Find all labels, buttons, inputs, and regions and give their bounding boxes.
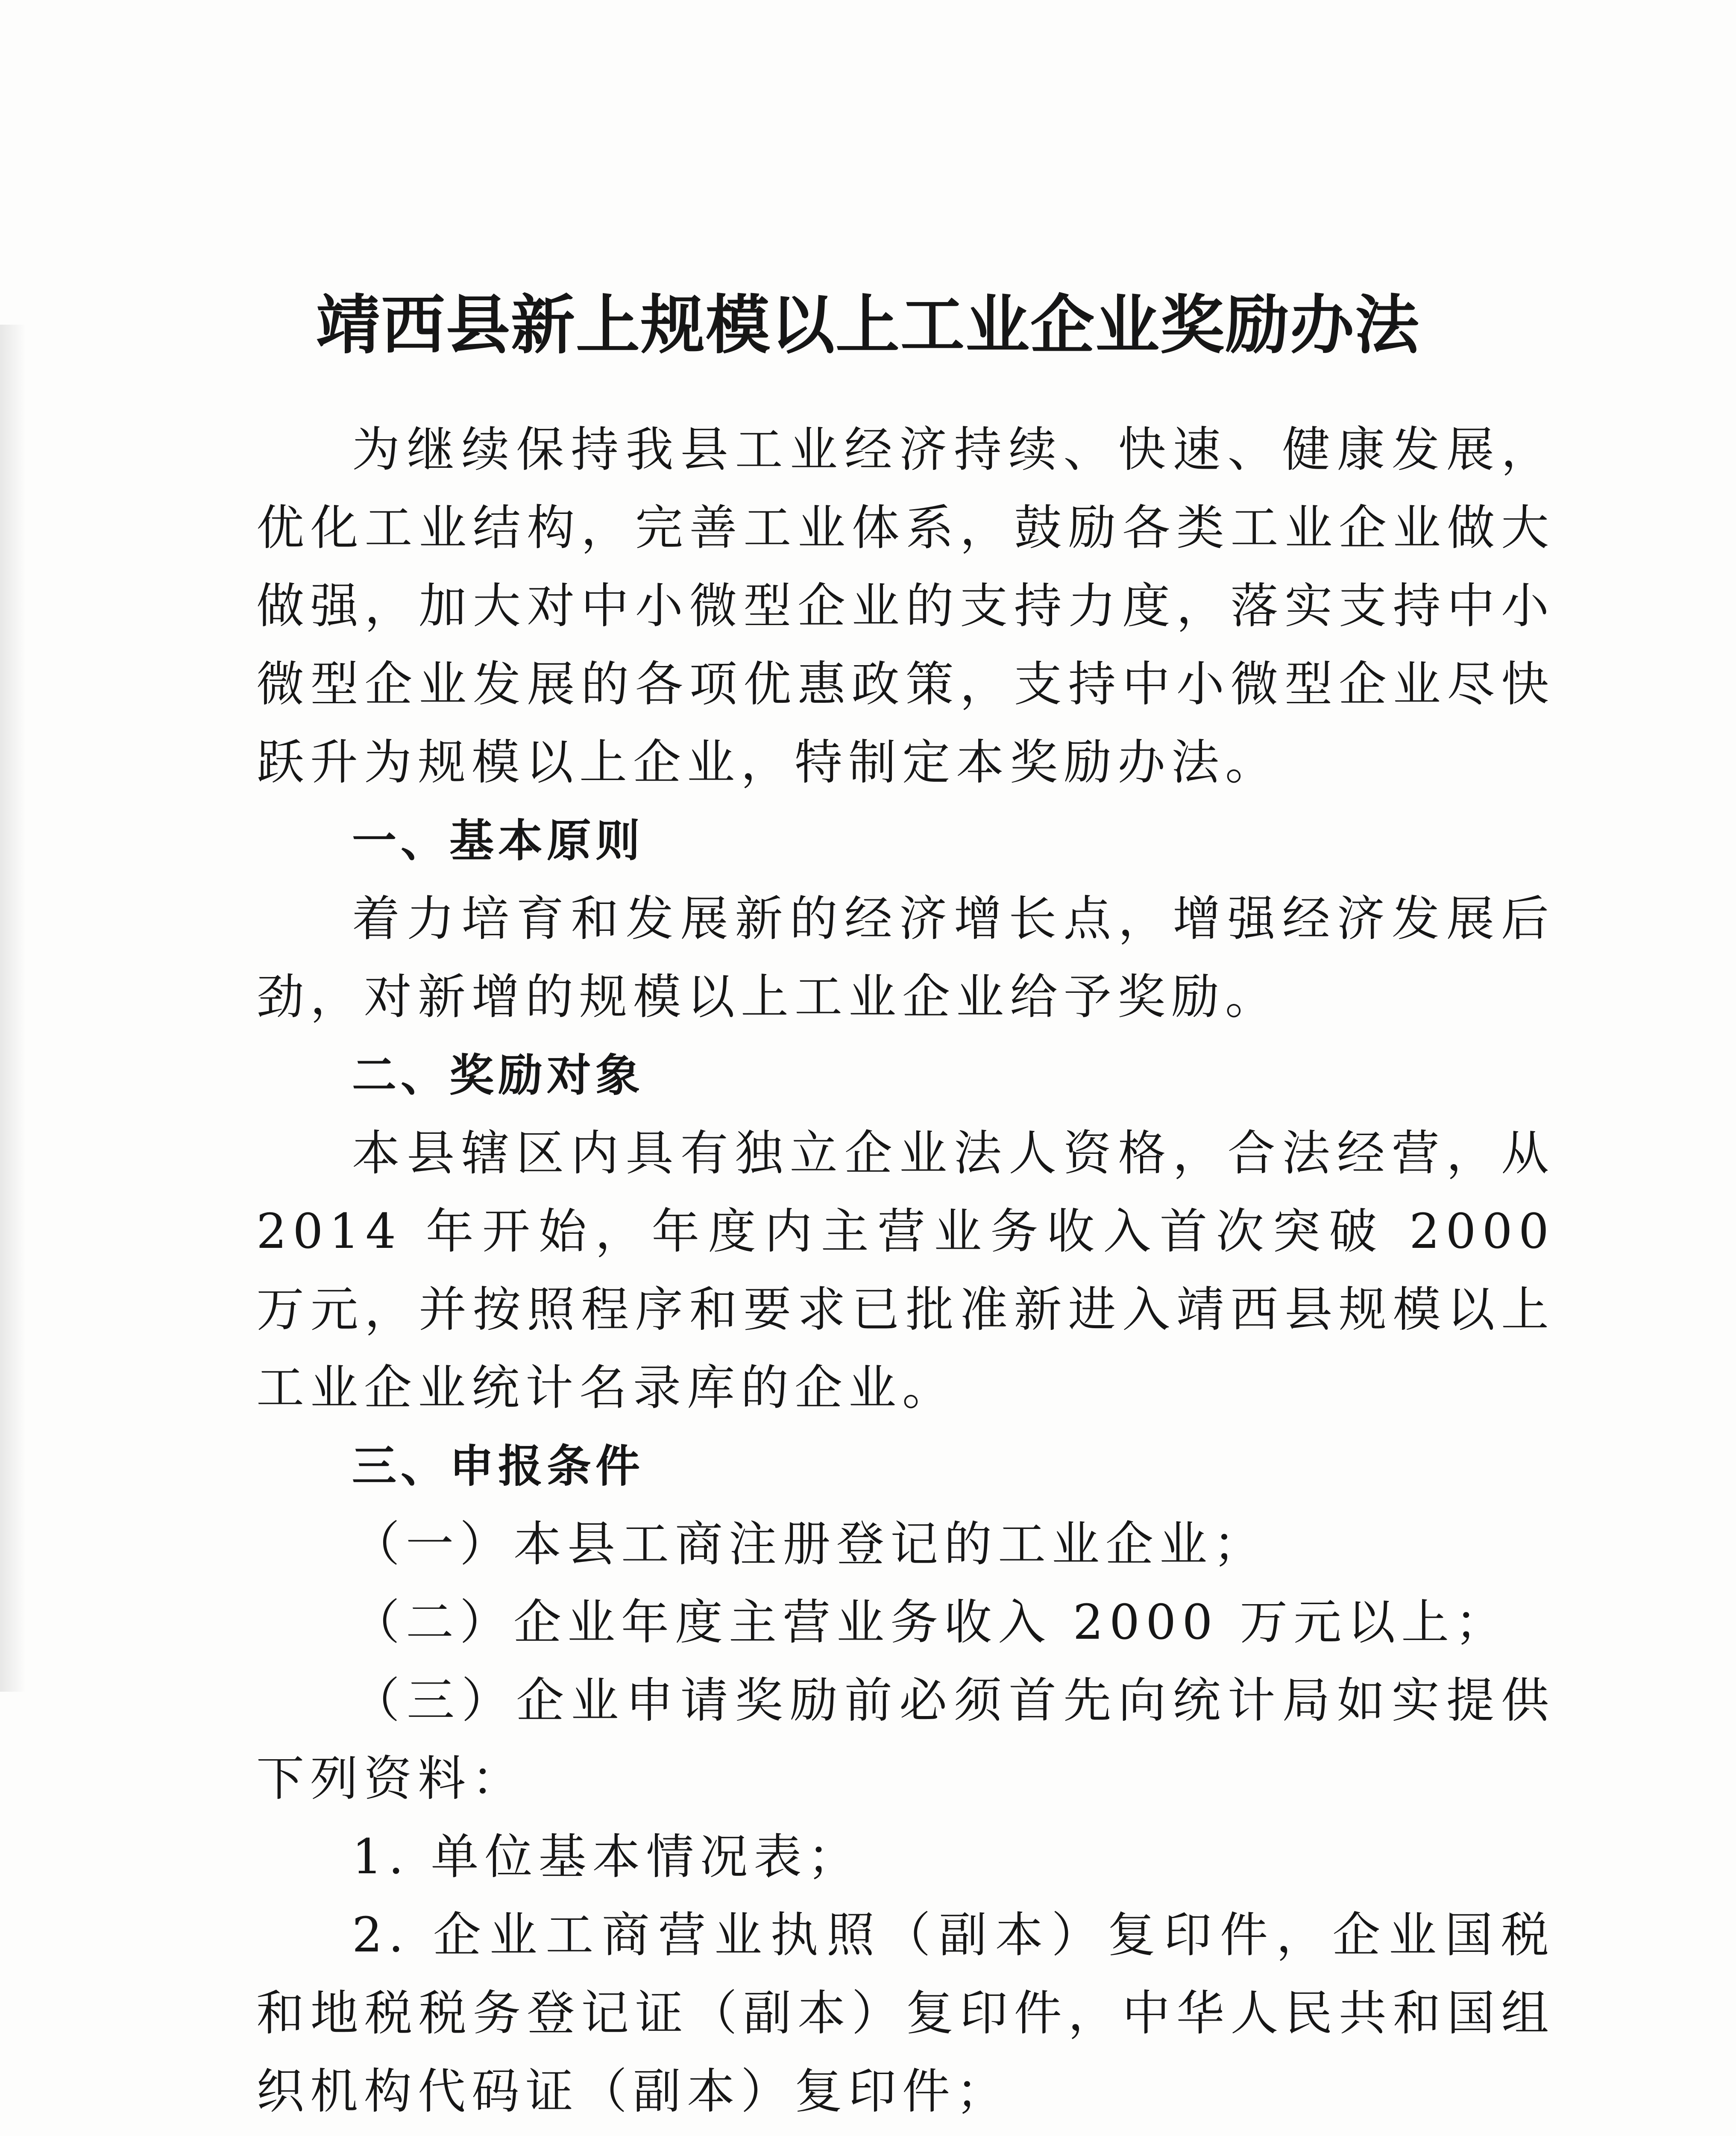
material-item-1: 1. 单位基本情况表； (352, 1829, 862, 1885)
document-title: 靖西县新上规模以上工业企业奖励办法 (316, 287, 1420, 363)
section-heading-conditions: 三、申报条件 (352, 1440, 645, 1492)
scan-edge-shadow (0, 325, 26, 1692)
condition-item-1: （一）本县工商注册登记的工业企业； (352, 1517, 1267, 1572)
material-item-2: 2. 企业工商营业执照（副本）复印件，企业国税和地税税务登记证（副本）复印件，中华人民共和国组织机构代码证（副本）复印件； (256, 1907, 1555, 2119)
section-heading-principles: 一、基本原则 (352, 815, 645, 867)
principles-paragraph: 着力培育和发展新的经济增长点，增强经济发展后劲，对新增的规模以上工业企业给予奖励。 (256, 891, 1555, 1025)
material-item-3 (256, 2131, 1555, 2136)
section-heading-targets: 二、奖励对象 (352, 1049, 645, 1101)
intro-paragraph: 为继续保持我县工业经济持续、快速、健康发展，优化工业结构，完善工业体系，鼓励各类工业企业做大做强，加大对中小微型企业的支持力度，落实支持中小微型企业发展的各项优惠政策，支持中小微型企业尽快跃升为规模以上企业，特制定本奖励办法。 (256, 422, 1555, 790)
document-body (256, 411, 1555, 2136)
condition-item-3: （三）企业申请奖励前必须首先向统计局如实提供下列资料： (256, 1673, 1555, 1807)
targets-paragraph: 本县辖区内具有独立企业法人资格，合法经营，从 2014 年开始，年度内主营业务收入首次突破 2000 万元，并按照程序和要求已批准新进入靖西县规模以上工业企业统计名录库的企业。 (256, 1126, 1555, 1416)
condition-item-2: （二）企业年度主营业务收入 2000 万元以上； (352, 1595, 1509, 1650)
